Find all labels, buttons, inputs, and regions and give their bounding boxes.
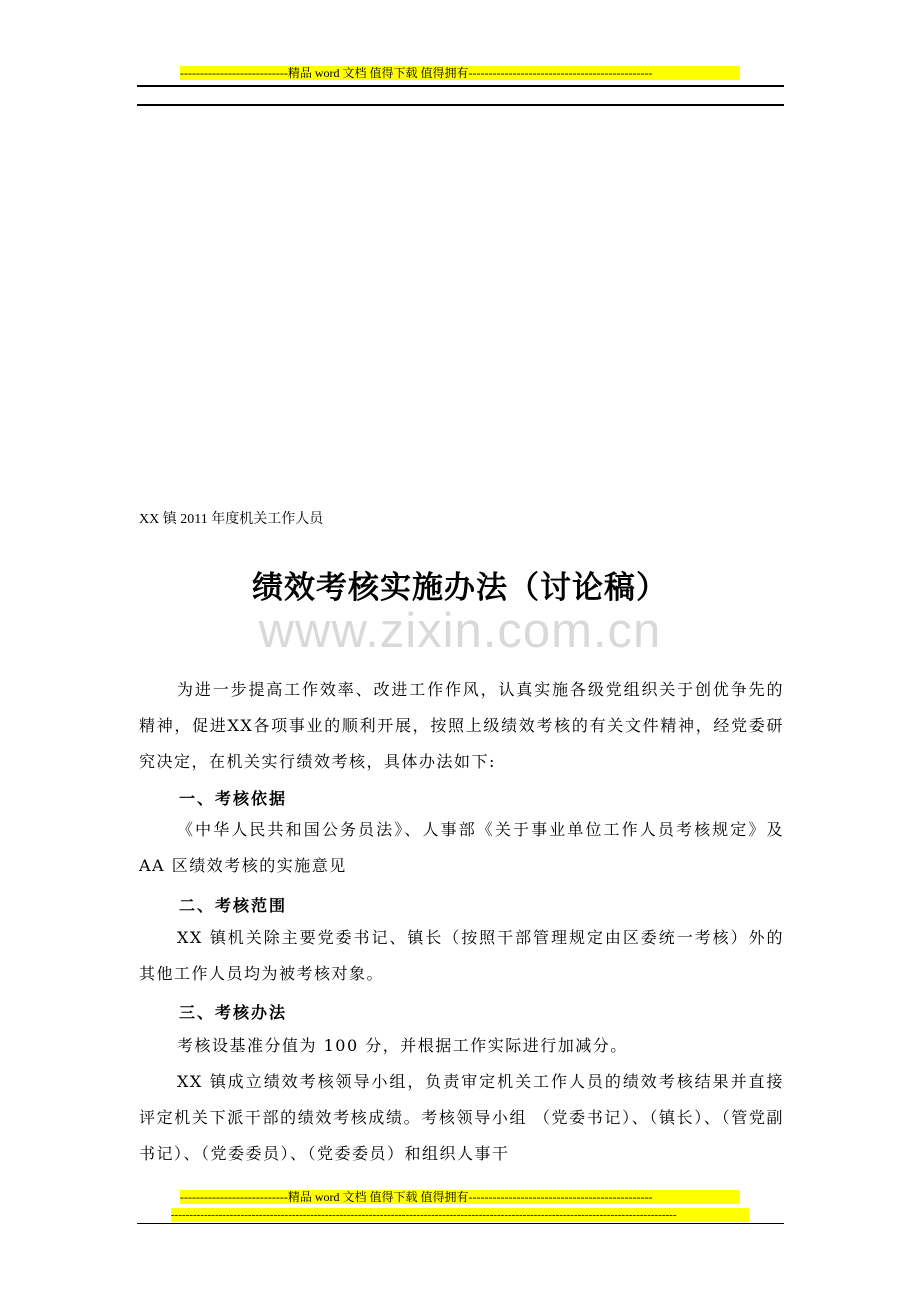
intro-paragraph: 为进一步提高工作效率、改进工作作风，认真实施各级党组织关于创优争先的精神，促进XX各项事业的顺利开展，按照上级绩效考核的有关文件精神，经党委研究决定，在机关实行绩效考核，具体办法如下:	[139, 680, 784, 771]
section-heading-method: 三、考核办法	[179, 1003, 288, 1022]
footer-rule	[137, 1223, 784, 1224]
section-heading-scope: 二、考核范围	[179, 896, 288, 915]
header-rule	[137, 85, 784, 87]
section-heading-basis: 一、考核依据	[179, 789, 288, 808]
watermark-text: www.zixin.com.cn	[258, 604, 662, 658]
footer-dash-banner: ------------------------------------------------------------------------------------------------------------------------------------------	[171, 1208, 749, 1222]
section-body-scope: XX 镇机关除主要党委书记、镇长（按照干部管理规定由区委统一考核）外的其他工作人员均为被考核对象。	[139, 928, 784, 983]
section-body-method-score: 考核设基准分值为 100 分，并根据工作实际进行加减分。	[177, 1036, 628, 1055]
header-rule	[137, 104, 784, 106]
footer-banner: ---------------------------精品 word 文档 值得下载 值得拥有----------------------------------------------	[180, 1190, 740, 1204]
section-body-method-group: XX 镇成立绩效考核领导小组，负责审定机关工作人员的绩效考核结果并直接评定机关下派干部的绩效考核成绩。考核领导小组 （党委书记）、（镇长）、（管党副书记）、（党委委员）、（党委委员）和组织人事干	[139, 1072, 784, 1163]
document-title: 绩效考核实施办法（讨论稿）	[252, 570, 668, 606]
document-subtitle: XX 镇 2011 年度机关工作人员	[139, 512, 324, 527]
header-banner: ---------------------------精品 word 文档 值得下载 值得拥有----------------------------------------------	[180, 66, 740, 80]
section-body-basis: 《中华人民共和国公务员法》、人事部《关于事业单位工作人员考核规定》及 AA 区绩效考核的实施意见	[139, 820, 784, 875]
